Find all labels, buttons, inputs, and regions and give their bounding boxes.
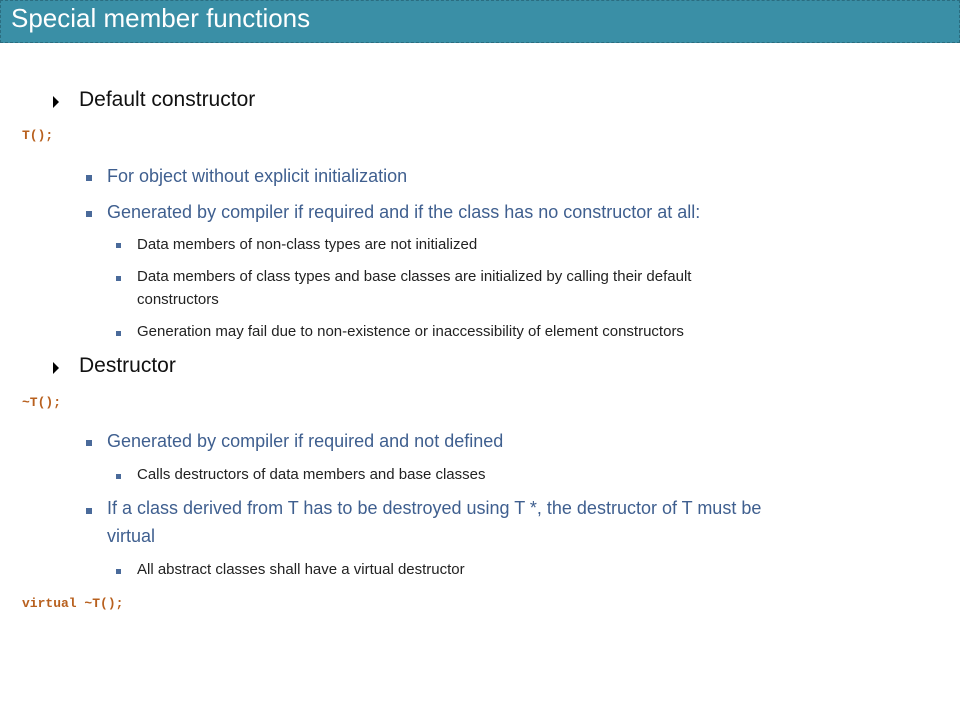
sub-bullet-text-continuation: constructors [137, 291, 219, 308]
square-bullet-icon [86, 508, 92, 514]
square-bullet-icon [86, 440, 92, 446]
slide-title: Special member functions [11, 3, 311, 33]
arrow-bullet-icon [53, 96, 59, 108]
bullet-text-continuation: virtual [107, 526, 156, 546]
section-heading-destructor: Destructor [79, 354, 176, 377]
bullet-text: Generated by compiler if required and not defined [107, 431, 504, 451]
bullet-text: For object without explicit initialization [107, 166, 408, 186]
arrow-bullet-icon [53, 362, 59, 374]
square-bullet-icon [86, 175, 92, 181]
square-bullet-icon [116, 569, 121, 574]
bullet-text: If a class derived from T has to be destroyed using T *, the destructor of T must be [107, 498, 762, 518]
section-heading-default-constructor: Default constructor [79, 88, 256, 111]
sub-bullet-text: Generation may fail due to non-existence or inaccessibility of element constructors [137, 323, 684, 340]
title-bar [0, 0, 960, 43]
code-default-constructor: T(); [22, 128, 54, 143]
square-bullet-icon [86, 211, 92, 217]
bullet-text: Generated by compiler if required and if the class has no constructor at all: [107, 202, 701, 222]
code-destructor: ~T(); [22, 395, 62, 410]
code-virtual-destructor: virtual ~T(); [22, 596, 124, 611]
square-bullet-icon [116, 243, 121, 248]
sub-bullet-text: Data members of non-class types are not initialized [137, 236, 478, 253]
sub-bullet-text: All abstract classes shall have a virtual destructor [137, 561, 465, 578]
sub-bullet-text: Calls destructors of data members and base classes [137, 466, 486, 483]
square-bullet-icon [116, 276, 121, 281]
sub-bullet-text: Data members of class types and base classes are initialized by calling their default [137, 268, 692, 285]
square-bullet-icon [116, 474, 121, 479]
square-bullet-icon [116, 331, 121, 336]
